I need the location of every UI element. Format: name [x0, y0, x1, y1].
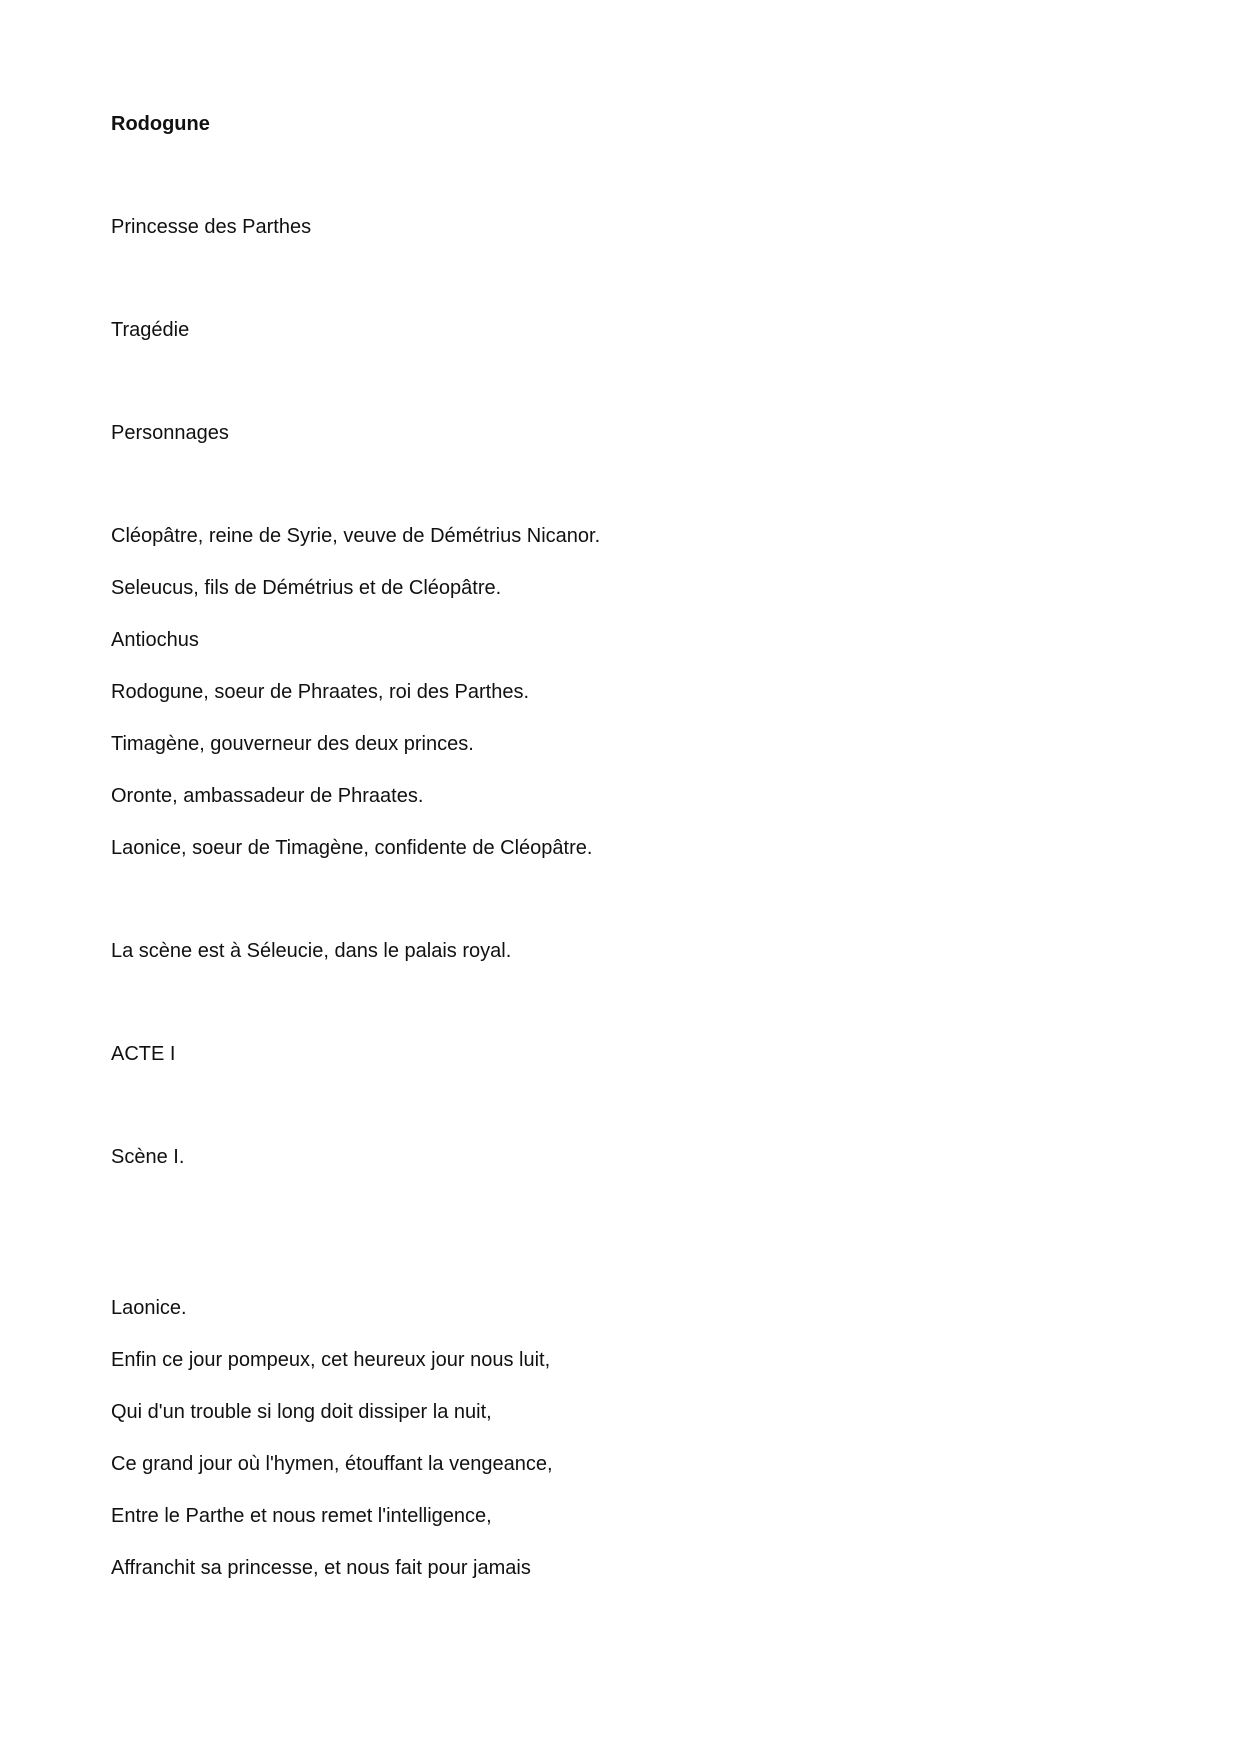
act-heading: ACTE I: [111, 1043, 176, 1065]
speaker-name: Laonice.: [111, 1297, 187, 1319]
character-line: Oronte, ambassadeur de Phraates.: [111, 785, 424, 807]
setting-line: La scène est à Séleucie, dans le palais royal.: [111, 940, 512, 962]
verse-line: Entre le Parthe et nous remet l'intelligence,: [111, 1505, 492, 1527]
play-title: Rodogune: [111, 113, 210, 135]
characters-heading: Personnages: [111, 422, 229, 444]
verse-line: Enfin ce jour pompeux, cet heureux jour nous luit,: [111, 1349, 551, 1371]
character-line: Timagène, gouverneur des deux princes.: [111, 733, 474, 755]
character-line: Cléopâtre, reine de Syrie, veuve de Démétrius Nicanor.: [111, 525, 601, 547]
verse-line: Qui d'un trouble si long doit dissiper la nuit,: [111, 1401, 492, 1423]
play-subtitle: Princesse des Parthes: [111, 216, 312, 238]
verse-line: Ce grand jour où l'hymen, étouffant la vengeance,: [111, 1453, 553, 1475]
scene-heading: Scène I.: [111, 1146, 185, 1168]
character-line: Laonice, soeur de Timagène, confidente de Cléopâtre.: [111, 837, 593, 859]
character-line: Antiochus: [111, 629, 199, 651]
verse-line: Affranchit sa princesse, et nous fait pour jamais: [111, 1557, 531, 1579]
character-line: Seleucus, fils de Démétrius et de Cléopâtre.: [111, 577, 502, 599]
character-line: Rodogune, soeur de Phraates, roi des Parthes.: [111, 681, 530, 703]
play-genre: Tragédie: [111, 319, 190, 341]
